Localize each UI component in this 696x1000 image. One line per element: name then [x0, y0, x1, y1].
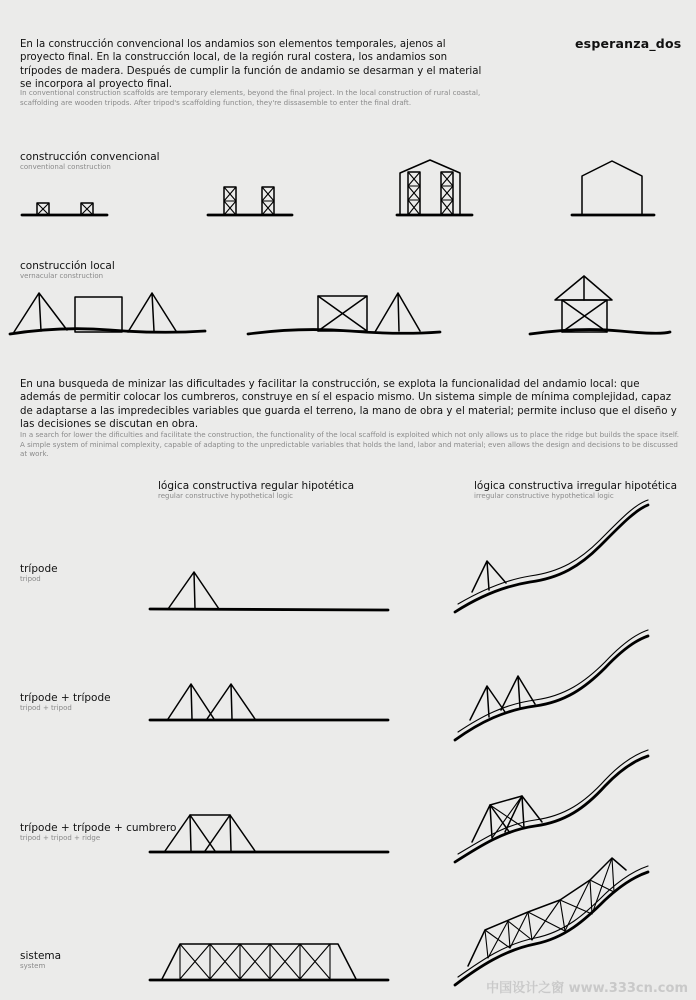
conventional-step-4: [572, 161, 654, 215]
irregular-system: [455, 858, 648, 985]
section-local-title: construcción local: [20, 260, 115, 272]
row-tripod-title: trípode: [20, 563, 58, 575]
search-text-es: En una busqueda de minizar las dificultades y facilitar la construcción, se explota la funcionalidad del andamio local: que además de permitir colocar los cumbreros, construye en sí el espacio mismo. Un sistema simple de mínima complejidad, capaz de adaptarse a las impredecibles variables que guarda el terreno, la mano de obra y el material; permite incluso que el diseño y las decisiones se discutan en obra.: [20, 379, 677, 431]
row-tripod-tripod-subtitle: tripod + tripod: [20, 704, 72, 712]
conventional-step-3: [397, 160, 472, 215]
column-irregular-subtitle: irregular constructive hypothetical logic: [474, 492, 614, 500]
search-text-en: In a search for lower the dificulties and facilitate the construction, the functionality of the local scaffold is exploited which not only allows us to place the ridge but builds the space itself. A simple system of minimal complexity, capable of adapting to the unpredictable variables that holds the land, labor and material; even allows the design and decisions to be discussed at work.: [20, 430, 680, 459]
irregular-tripod: [455, 500, 648, 612]
row-tripod-ridge-title: trípode + trípode + cumbrero: [20, 822, 177, 834]
regular-tripod: [150, 572, 388, 610]
column-irregular-title: lógica constructiva irregular hipotética: [474, 480, 678, 492]
local-step-1: [10, 293, 205, 334]
row-system-title: sistema: [20, 950, 62, 962]
row-tripod-subtitle: tripod: [20, 575, 41, 583]
conventional-step-1: [22, 203, 107, 215]
local-step-2: [248, 293, 440, 334]
regular-tripod-tripod: [150, 684, 388, 720]
column-regular-title: lógica constructiva regular hipotética: [158, 480, 355, 492]
section-local-subtitle: vernacular construction: [20, 272, 104, 280]
regular-tripod-ridge: [150, 815, 388, 852]
section-conventional-subtitle: conventional construction: [20, 163, 111, 171]
section-conventional-title: construcción convencional: [20, 151, 160, 163]
regular-system: [150, 944, 388, 980]
row-system-subtitle: system: [20, 962, 46, 970]
intro-text-en: In conventional construction scaffolds are temporary elements, beyond the final project. In the local construction of rural coastal, scaffolding are wooden tripods. After tripod's scaffolding function, they're dissasemble to enter the final draft.: [20, 88, 481, 107]
column-regular-subtitle: regular constructive hypothetical logic: [158, 492, 293, 500]
brand-name: esperanza_dos: [575, 36, 682, 51]
watermark: 中国设计之窗 www.333cn.com: [486, 981, 688, 996]
intro-text-es: En la construcción convencional los andamios son elementos temporales, ajenos al proyecto final. En la construcción local, de la región rural costera, los andamios son trípodes de madera. Después de cumplir la función de andamio se desarman y el material se incorpora al proyecto final.: [20, 39, 482, 91]
row-tripod-ridge-subtitle: tripod + tripod + ridge: [20, 834, 101, 842]
irregular-tripod-ridge: [455, 750, 648, 862]
row-tripod-tripod-title: trípode + trípode: [20, 692, 111, 704]
local-step-3: [530, 276, 670, 334]
conventional-step-2: [208, 187, 292, 215]
irregular-tripod-tripod: [455, 630, 648, 740]
